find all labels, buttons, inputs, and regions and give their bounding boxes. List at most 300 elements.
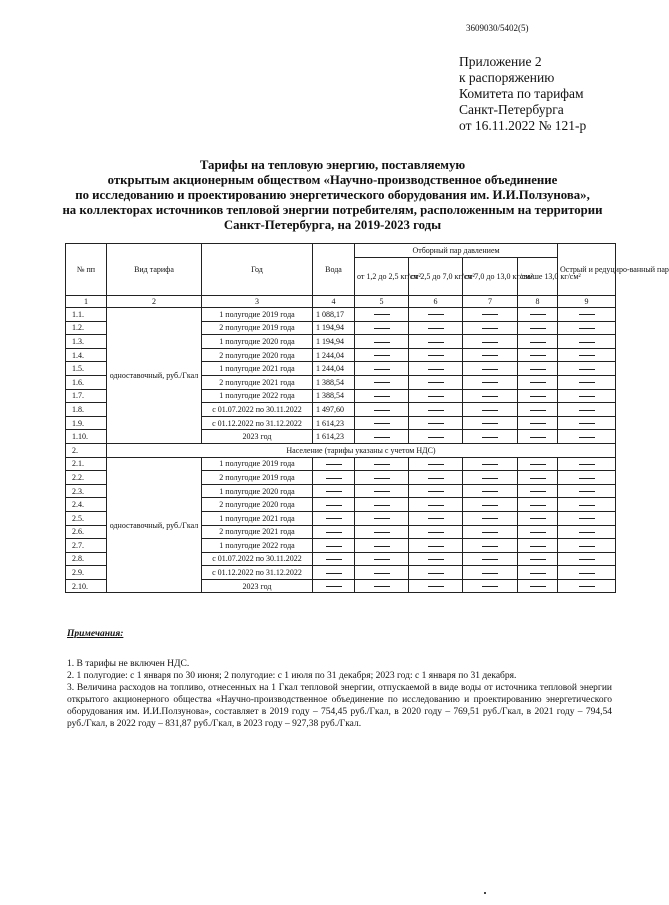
title-line: Санкт-Петербурга, на 2019-2023 годы [223,218,442,232]
empty-tariff-cell [518,335,558,349]
appendix-line: Комитета по тарифам [459,86,584,101]
dash-mark [428,328,444,329]
empty-tariff-cell [518,430,558,444]
empty-tariff-cell [409,375,463,389]
dash-mark [579,369,595,370]
empty-tariff-cell [355,566,409,580]
dash-mark [579,314,595,315]
row-number: 2.5. [66,511,107,525]
dash-mark [482,505,498,506]
empty-tariff-cell [518,362,558,376]
dash-mark [579,559,595,560]
appendix-line: от 16.11.2022 № 121-р [459,118,587,133]
empty-tariff-cell [558,498,616,512]
empty-tariff-cell [355,416,409,430]
empty-tariff-cell [558,403,616,417]
dash-mark [579,382,595,383]
row-period: с 01.07.2022 по 30.11.2022 [202,552,313,566]
row-water-value: 1 614,23 [313,430,355,444]
row-number: 2.2. [66,471,107,485]
dash-mark [428,342,444,343]
empty-tariff-cell [313,511,355,525]
dash-mark [374,355,390,356]
dash-mark [482,369,498,370]
empty-tariff-cell [463,539,518,553]
dash-mark [482,396,498,397]
dash-mark [530,532,546,533]
col-number: 5 [355,296,409,308]
header-sharp-steam: Острый и редуциро-ванный пар [558,244,616,296]
empty-tariff-cell [355,430,409,444]
row-number: 1.2. [66,321,107,335]
row-period: 1 полугодие 2020 года [202,484,313,498]
dash-mark [530,328,546,329]
row-number: 1.5. [66,362,107,376]
dash-mark [482,586,498,587]
dash-mark [530,369,546,370]
row-number: 2.8. [66,552,107,566]
empty-tariff-cell [518,498,558,512]
tariff-kind: одноставочный, руб./Гкал [107,308,202,444]
row-number: 1.6. [66,375,107,389]
empty-tariff-cell [463,430,518,444]
row-number: 2.7. [66,539,107,553]
col-number: 7 [463,296,518,308]
dash-mark [374,328,390,329]
dash-mark [579,437,595,438]
empty-tariff-cell [518,457,558,471]
section-title: Население (тарифы указаны с учетом НДС) [107,443,616,457]
dash-mark [482,355,498,356]
row-number: 1.8. [66,403,107,417]
row-water-value: 1 194,94 [313,321,355,335]
dash-mark [326,478,342,479]
empty-tariff-cell [313,484,355,498]
empty-tariff-cell [558,375,616,389]
empty-tariff-cell [313,457,355,471]
dash-mark [374,464,390,465]
empty-tariff-cell [558,335,616,349]
appendix-line: к распоряжению [459,70,555,85]
empty-tariff-cell [463,484,518,498]
notes [67,628,612,730]
dash-mark [482,328,498,329]
dash-mark [428,437,444,438]
dash-mark [326,573,342,574]
empty-tariff-cell [463,511,518,525]
dash-mark [530,573,546,574]
row-period: 1 полугодие 2021 года [202,511,313,525]
note-item: 2. 1 полугодие: с 1 января по 30 июня; 2 полугодие: с 1 июля по 31 декабря; 2023 год: с 1 января по 31 декабря. [67,671,517,681]
dash-mark [374,342,390,343]
empty-tariff-cell [463,552,518,566]
row-period: 2 полугодие 2021 года [202,525,313,539]
row-number: 1.1. [66,308,107,322]
empty-tariff-cell [558,566,616,580]
empty-tariff-cell [463,362,518,376]
dash-mark [482,342,498,343]
dash-mark [374,410,390,411]
dash-mark [482,314,498,315]
dash-mark [326,505,342,506]
header-year: Год [202,244,313,296]
dash-mark [579,532,595,533]
empty-tariff-cell [355,335,409,349]
dash-mark [530,586,546,587]
dash-mark [579,410,595,411]
empty-tariff-cell [355,321,409,335]
row-water-value: 1 614,23 [313,416,355,430]
empty-tariff-cell [463,308,518,322]
empty-tariff-cell [355,389,409,403]
row-water-value: 1 244,04 [313,348,355,362]
title-line: Тарифы на тепловую энергию, поставляемую [199,158,466,172]
empty-tariff-cell [518,416,558,430]
dash-mark [428,396,444,397]
dash-mark [428,464,444,465]
dash-mark [530,423,546,424]
dash-mark [482,410,498,411]
empty-tariff-cell [518,348,558,362]
dash-mark [482,464,498,465]
dash-mark [530,464,546,465]
empty-tariff-cell [409,389,463,403]
row-period: 2 полугодие 2019 года [202,321,313,335]
dash-mark [482,382,498,383]
row-number: 2.10. [66,579,107,593]
empty-tariff-cell [463,498,518,512]
row-period: 1 полугодие 2020 года [202,335,313,349]
dash-mark [428,314,444,315]
empty-tariff-cell [409,525,463,539]
dash-mark [326,518,342,519]
empty-tariff-cell [355,308,409,322]
empty-tariff-cell [355,457,409,471]
row-period: 2 полугодие 2020 года [202,348,313,362]
dash-mark [482,532,498,533]
tariff-kind: одноставочный, руб./Гкал [107,457,202,593]
empty-tariff-cell [409,321,463,335]
dash-mark [374,573,390,574]
dash-mark [374,423,390,424]
row-period: 2 полугодие 2021 года [202,375,313,389]
empty-tariff-cell [558,430,616,444]
row-number: 2.4. [66,498,107,512]
notes-title: Примечания: [67,629,124,639]
dash-mark [428,410,444,411]
dash-mark [428,586,444,587]
dash-mark [326,532,342,533]
dash-mark [482,437,498,438]
row-number: 2.1. [66,457,107,471]
dash-mark [428,382,444,383]
empty-tariff-cell [355,579,409,593]
empty-tariff-cell [558,552,616,566]
empty-tariff-cell [313,471,355,485]
title-line: по исследованию и проектированию энергетического оборудования им. И.И.Ползунова», [75,188,590,202]
dash-mark [428,423,444,424]
dash-mark [579,396,595,397]
empty-tariff-cell [558,511,616,525]
row-number: 1.9. [66,416,107,430]
appendix-line: Санкт-Петербурга [459,102,564,117]
dash-mark [530,396,546,397]
col-number: 8 [518,296,558,308]
col-number: 1 [66,296,107,308]
dash-mark [374,559,390,560]
row-water-value: 1 088,17 [313,308,355,322]
dash-mark [326,559,342,560]
empty-tariff-cell [558,416,616,430]
dash-mark [374,586,390,587]
empty-tariff-cell [518,525,558,539]
empty-tariff-cell [355,471,409,485]
empty-tariff-cell [463,471,518,485]
row-period: 1 полугодие 2022 года [202,389,313,403]
empty-tariff-cell [558,525,616,539]
empty-tariff-cell [355,511,409,525]
header-pressure-1: от 1,2 до 2,5 кг/см² [355,258,409,296]
row-number: 2.9. [66,566,107,580]
note-item: 1. В тарифы не включен НДС. [67,659,190,669]
empty-tariff-cell [409,566,463,580]
empty-tariff-cell [355,484,409,498]
dash-mark [530,382,546,383]
dash-mark [374,518,390,519]
row-period: 1 полугодие 2022 года [202,539,313,553]
dash-mark [374,505,390,506]
empty-tariff-cell [355,552,409,566]
dash-mark [374,382,390,383]
row-water-value: 1 244,04 [313,362,355,376]
table-row [66,457,616,471]
dash-mark [530,410,546,411]
dash-mark [482,491,498,492]
empty-tariff-cell [518,403,558,417]
appendix-line: Приложение 2 [459,54,542,69]
dash-mark [579,478,595,479]
empty-tariff-cell [558,321,616,335]
row-number: 1.4. [66,348,107,362]
empty-tariff-cell [409,308,463,322]
empty-tariff-cell [409,403,463,417]
dash-mark [579,546,595,547]
empty-tariff-cell [313,566,355,580]
note-item: 3. Величина расходов на топливо, отнесенных на 1 Гкал тепловой энергии, отпускаемой в виде воды от источника тепловой энергии открытого акционерного общества «Научно-производственное объединение по исследованию и проектированию энергетического оборудования им. И.И.Ползунова», составляет в 2019 году – 754,45 руб./Гкал, в 2020 году – 769,51 руб./Гкал, в 2021 году – 794,54 руб./Гкал, в 2022 году – 831,87 руб./Гкал, в 2023 году – 927,38 руб./Гкал. [67,683,612,729]
empty-tariff-cell [355,403,409,417]
dash-mark [579,342,595,343]
dash-mark [530,559,546,560]
empty-tariff-cell [558,579,616,593]
empty-tariff-cell [558,457,616,471]
dash-mark [428,491,444,492]
empty-tariff-cell [409,362,463,376]
dash-mark [374,437,390,438]
empty-tariff-cell [558,308,616,322]
empty-tariff-cell [355,348,409,362]
row-period: 2023 год [202,579,313,593]
empty-tariff-cell [558,362,616,376]
header-pressure-2: от 2,5 до 7,0 кг/см² [409,258,463,296]
dash-mark [579,328,595,329]
dash-mark [374,369,390,370]
dash-mark [326,546,342,547]
row-period: 1 полугодие 2019 года [202,308,313,322]
empty-tariff-cell [558,471,616,485]
col-number: 3 [202,296,313,308]
empty-tariff-cell [463,321,518,335]
dash-mark [579,573,595,574]
empty-tariff-cell [355,539,409,553]
dash-mark [579,464,595,465]
dash-mark [530,478,546,479]
row-period: с 01.12.2022 по 31.12.2022 [202,416,313,430]
dash-mark [530,342,546,343]
dash-mark [326,464,342,465]
document-title [40,158,625,233]
row-number: 2.6. [66,525,107,539]
dash-mark [482,478,498,479]
dash-mark [530,546,546,547]
dash-mark [326,491,342,492]
dash-mark [579,491,595,492]
empty-tariff-cell [409,511,463,525]
empty-tariff-cell [409,539,463,553]
row-water-value: 1 497,60 [313,403,355,417]
col-number: 4 [313,296,355,308]
empty-tariff-cell [355,375,409,389]
dash-mark [428,573,444,574]
empty-tariff-cell [558,539,616,553]
empty-tariff-cell [518,579,558,593]
empty-tariff-cell [518,539,558,553]
row-period: 2 полугодие 2020 года [202,498,313,512]
empty-tariff-cell [409,457,463,471]
dash-mark [428,369,444,370]
tariff-table [65,243,669,593]
dash-mark [482,559,498,560]
header-water: Вода [313,244,355,296]
empty-tariff-cell [409,498,463,512]
empty-tariff-cell [463,403,518,417]
dash-mark [428,546,444,547]
empty-tariff-cell [409,484,463,498]
empty-tariff-cell [518,511,558,525]
empty-tariff-cell [518,552,558,566]
empty-tariff-cell [558,484,616,498]
dash-mark [579,355,595,356]
empty-tariff-cell [313,525,355,539]
header-num: № пп [66,244,107,296]
dash-mark [579,423,595,424]
empty-tariff-cell [355,525,409,539]
dash-mark [530,437,546,438]
empty-tariff-cell [409,416,463,430]
dash-mark [428,505,444,506]
dash-mark [428,532,444,533]
empty-tariff-cell [409,430,463,444]
empty-tariff-cell [558,348,616,362]
row-water-value: 1 388,54 [313,375,355,389]
header-pressure-4: свыше 13,0 кг/см² [518,258,558,296]
row-number: 1.10. [66,430,107,444]
empty-tariff-cell [313,579,355,593]
empty-tariff-cell [463,335,518,349]
col-number: 9 [558,296,616,308]
col-number: 6 [409,296,463,308]
row-period: 2 полугодие 2019 года [202,471,313,485]
dash-mark [482,423,498,424]
dash-mark [530,355,546,356]
dash-mark [428,559,444,560]
row-water-value: 1 388,54 [313,389,355,403]
empty-tariff-cell [518,321,558,335]
empty-tariff-cell [518,389,558,403]
empty-tariff-cell [409,579,463,593]
empty-tariff-cell [409,552,463,566]
title-line: на коллекторах источников тепловой энергии потребителям, расположенным на территории [62,203,603,217]
empty-tariff-cell [313,539,355,553]
empty-tariff-cell [518,484,558,498]
dash-mark [530,314,546,315]
empty-tariff-cell [518,471,558,485]
dash-mark [482,573,498,574]
header-kind: Вид тарифа [107,244,202,296]
dash-mark [530,518,546,519]
row-period: 1 полугодие 2019 года [202,457,313,471]
dash-mark [326,586,342,587]
header-steam-group: Отборный пар давлением [355,244,558,258]
empty-tariff-cell [409,348,463,362]
dash-mark [482,546,498,547]
row-period: с 01.07.2022 по 30.11.2022 [202,403,313,417]
dash-mark [579,586,595,587]
empty-tariff-cell [463,389,518,403]
empty-tariff-cell [518,566,558,580]
empty-tariff-cell [313,498,355,512]
title-line: открытым акционерным обществом «Научно-производственное объединение [107,173,558,187]
section-row [66,443,616,457]
empty-tariff-cell [463,579,518,593]
empty-tariff-cell [313,552,355,566]
empty-tariff-cell [463,457,518,471]
row-number: 2.3. [66,484,107,498]
empty-tariff-cell [409,335,463,349]
dash-mark [374,491,390,492]
dash-mark [530,505,546,506]
dash-mark [428,478,444,479]
dash-mark [530,491,546,492]
scan-dot [484,892,486,894]
table-row [66,308,616,322]
dash-mark [374,396,390,397]
empty-tariff-cell [463,348,518,362]
dash-mark [579,505,595,506]
empty-tariff-cell [518,308,558,322]
dash-mark [374,314,390,315]
header-pressure-3: от 7,0 до 13,0 кг/см² [463,258,518,296]
empty-tariff-cell [463,525,518,539]
dash-mark [579,518,595,519]
row-period: 1 полугодие 2021 года [202,362,313,376]
dash-mark [374,532,390,533]
dash-mark [428,518,444,519]
empty-tariff-cell [463,566,518,580]
row-number: 1.3. [66,335,107,349]
dash-mark [482,518,498,519]
document-code: 3609030/5402(5) [466,23,529,33]
empty-tariff-cell [409,471,463,485]
